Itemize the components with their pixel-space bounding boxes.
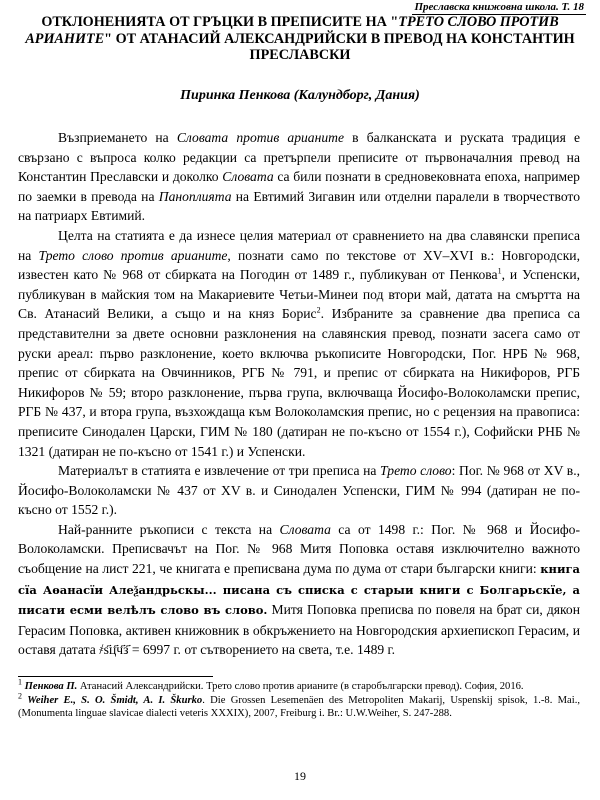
- text-run: Възприемането на: [58, 130, 177, 145]
- italic-run: Трето слово: [380, 463, 452, 479]
- footnote-ref-1[interactable]: 1: [497, 266, 502, 276]
- title-part-2: " ОТ АТАНАСИЙ АЛЕКСАНДРИЙСКИ В ПРЕВОД НА КОНСТАНТИН ПРЕСЛАВСКИ: [104, 30, 575, 63]
- footnote-author: Пенкова П.: [24, 681, 78, 692]
- paragraph: [18, 226, 580, 461]
- footnote-author: Weiher E., S. O. Šmidt, A. I. Škurko: [27, 694, 203, 706]
- article-title: [18, 14, 582, 64]
- footnote-ref-2[interactable]: 2: [316, 305, 321, 315]
- text-run: на Евтимий Зигавин или отделни паралели в творчеството на патриарх Евтимий.: [18, 188, 580, 224]
- italic-run: Словата: [222, 169, 274, 185]
- paragraph: [18, 461, 580, 520]
- text-run: Целта на статията е да изнесе целия материал от сравнението на два славянски преписа на: [18, 227, 580, 263]
- old-date-numerals: ҂ѕ҃ц҃ч҃з҃: [99, 642, 129, 658]
- text-run: Най-ранните ръкописи с текста на: [58, 521, 280, 537]
- text-run: са от 1498 г.: Пог. № 968 и Йосифо-Волоколамски. Преписвачът на Пог. № 968 Митя Поповка оставя изключително важното съобщение на лист 221, че книгата е преписвана дума по дума от стари български книги:: [18, 521, 580, 577]
- paragraph: [18, 128, 580, 226]
- italic-run: Паноплията: [158, 188, 232, 204]
- italic-run: Словата: [279, 521, 331, 537]
- text-run: Митя Поповка преписва по повеля на брат си, дякон Герасим Поповка, активен книжовник в обкръжението на Новгородския архиепископ Герасим, и оставя датата: [18, 602, 580, 658]
- footnotes: [18, 677, 581, 721]
- footnote-1: [18, 677, 580, 694]
- footnote-divider: [18, 676, 213, 677]
- footnote-number: 1: [18, 677, 22, 687]
- running-head: Преславска книжовна школа. Т. 18: [414, 1, 584, 13]
- footnote-2: [18, 691, 581, 721]
- text-run: , и Успенски, публикуван в майския том на Макариевите Четьи-Минеи под втори май, датата на смъртта на Св. Атанасий Велики, а също и на княз Борис: [18, 267, 580, 322]
- text-run: . Избраните за сравнение два преписа са представителни за двете основни разклонения на славянския превод, познати засега само от руски ареал: първо разклонение, което включва ръкописите Новгородски, Пог. НРБ № 968, препис от сбирката на Овчинников, РГБ № 791, и препис от сбирката на Никифоров, РГБ Никифоров № 59; второ разклонение, първа група, включваща Йосифо-Волоколамски препис, РГБ № 437, и втора група, възхождаща към Волоколамския препис, но с рецензия на правописа: преписите Синодален Царски, ГИМ № 180 (датиран не по-късно от 1554 г.), Софийски РНБ № 1321 (датиран не по-късно от 1541 г.) и Успенски.: [18, 306, 580, 459]
- italic-run: Трето слово против арианите: [38, 247, 228, 263]
- title-italic-work: ТРЕТО СЛОВО ПРОТИВ АРИАНИТЕ: [25, 14, 559, 47]
- text-run: : Пог. № 968 от XV в., Йосифо-Волоколамски № 437 от XV в. и Синодален Успенски, ГИМ № 994 (датиран не по-късно от 1552 г.).: [18, 463, 580, 518]
- footnote-number: 2: [18, 691, 22, 701]
- paragraph: [18, 520, 580, 660]
- italic-run: Словата против арианите: [176, 130, 344, 145]
- title-part-1: ОТКЛОНЕНИЯТА ОТ ГРЪЦКИ В ПРЕПИСИТЕ НА ": [41, 14, 399, 30]
- footnote-text: Атанасий Александрийски. Трето слово против арианите (в старобългарски превод). София, 2016.: [77, 681, 524, 692]
- article-body: [18, 128, 580, 660]
- text-run: = 6997 г. от сътворението на света, т.е. 1489 г.: [128, 642, 396, 658]
- old-bulgarian-quote: книга сїа Аѳанасїи Алеѯандрьскы... писана съ списка с старыи книги с Болгарьскїе, а писати есми велѣлъ слово въ слово.: [18, 562, 580, 618]
- author-line: Пиринка Пенкова (Калундборг, Дания): [180, 88, 420, 103]
- footnote-text: . Die Grossen Lesemenäen des Metropoliten Makarij, Uspenskij spisok, 1.-8. Mai., (Monumenta linguae slavicae dialecti veteris XXXIX), 2007, Freiburg i. Br.: U.W.Weiher, S. 247-288.: [18, 694, 581, 720]
- text-run: са били познати в средновековната епоха, например по заемки в превода на: [18, 169, 580, 204]
- text-run: Материалът в статията е извлечение от три преписа на: [58, 463, 381, 479]
- page-number: 19: [294, 769, 306, 783]
- text-run: , познати само по текстове от XV–XVI в.: Новгородски, известен като № 968 от сбирката на Погодин от 1489 г., публикуван от Пенкова: [18, 247, 580, 283]
- text-run: в балканската и руската традиция е свързано с въпроса колко редакции са претърпели преписите от първоначалния превод на Константин Преславски и доколко: [18, 130, 580, 185]
